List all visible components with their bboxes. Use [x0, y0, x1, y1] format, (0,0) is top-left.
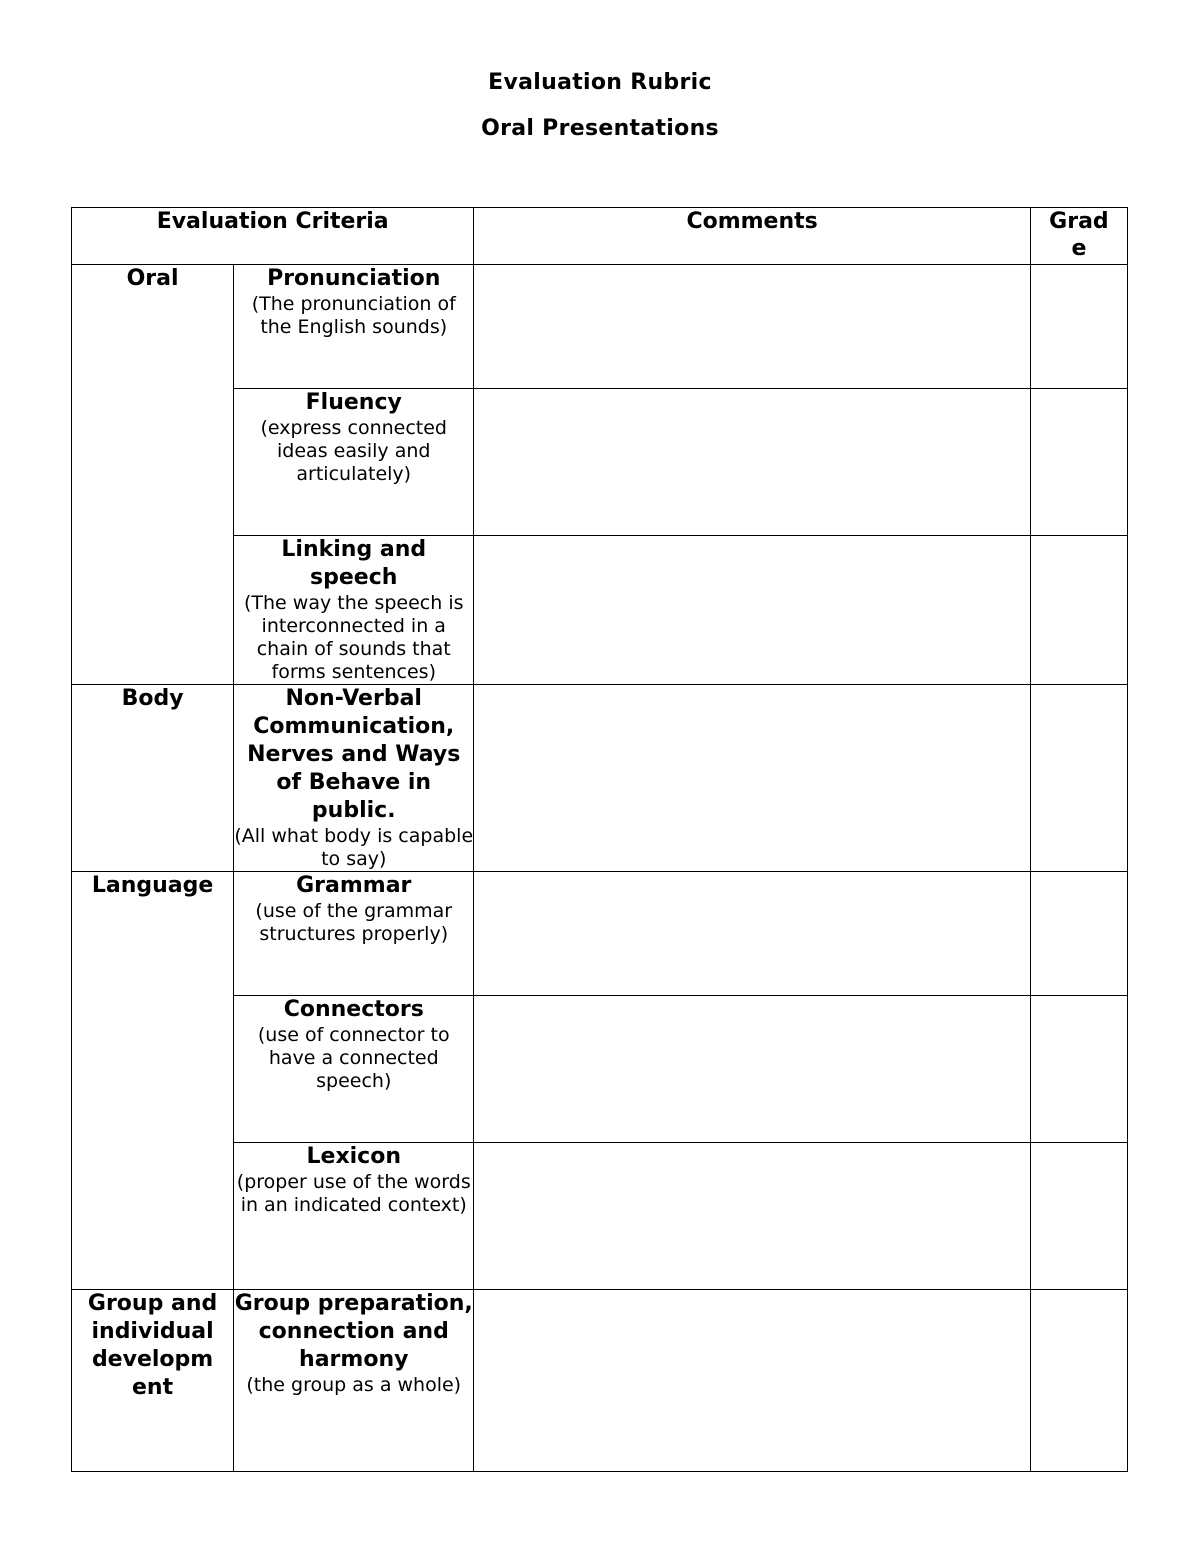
header-grade	[1030, 208, 1127, 265]
table-row	[72, 265, 1128, 389]
criterion-title: Pronunciation	[267, 266, 441, 291]
criterion-description: (use of the grammar structures properly)	[255, 900, 453, 945]
comments-cell-non-verbal[interactable]	[474, 685, 1031, 872]
criterion-fluency	[234, 389, 474, 536]
criterion-grammar	[234, 872, 474, 996]
criterion-group-preparation	[234, 1290, 474, 1472]
document-subtitle: Oral Presentations	[481, 116, 719, 141]
grade-cell-group-preparation[interactable]	[1030, 1290, 1127, 1472]
criterion-title: Group preparation, connection and harmony	[234, 1291, 473, 1372]
comments-cell-pronunciation[interactable]	[474, 265, 1031, 389]
criterion-description: (express connected ideas easily and articulately)	[260, 417, 447, 485]
criterion-pronunciation	[234, 265, 474, 389]
header-grade-label: Grad e	[1049, 209, 1109, 261]
criterion-non-verbal-communication	[234, 685, 474, 872]
document-title: Evaluation Rubric	[488, 70, 712, 95]
comments-cell-linking-and-speech[interactable]	[474, 536, 1031, 685]
table-row	[72, 685, 1128, 872]
criterion-title: Fluency	[305, 390, 402, 415]
grade-cell-connectors[interactable]	[1030, 996, 1127, 1143]
criterion-title: Connectors	[283, 997, 424, 1022]
comments-cell-grammar[interactable]	[474, 872, 1031, 996]
comments-cell-lexicon[interactable]	[474, 1143, 1031, 1290]
criterion-description: (The way the speech is interconnected in a chain of sounds that forms sentences)	[243, 592, 464, 683]
criterion-lexicon	[234, 1143, 474, 1290]
comments-cell-fluency[interactable]	[474, 389, 1031, 536]
header-row	[72, 208, 1128, 265]
criterion-description: (The pronunciation of the English sounds)	[251, 293, 456, 338]
grade-cell-lexicon[interactable]	[1030, 1143, 1127, 1290]
comments-cell-group-preparation[interactable]	[474, 1290, 1031, 1472]
criterion-description: (use of connector to have a connected speech)	[257, 1024, 450, 1092]
criterion-title: Linking and speech	[281, 537, 427, 590]
table-row	[72, 872, 1128, 996]
comments-cell-connectors[interactable]	[474, 996, 1031, 1143]
header-evaluation-criteria: Evaluation Criteria	[72, 208, 474, 265]
table-row	[72, 1290, 1128, 1472]
grade-cell-grammar[interactable]	[1030, 872, 1127, 996]
category-body: Body	[72, 685, 234, 872]
grade-cell-non-verbal[interactable]	[1030, 685, 1127, 872]
criterion-description: (proper use of the words in an indicated context)	[236, 1171, 471, 1216]
category-group-and-individual-development: Group and individual developm ent	[72, 1290, 234, 1472]
header-comments: Comments	[474, 208, 1031, 265]
criterion-title: Grammar	[296, 873, 412, 898]
grade-cell-linking-and-speech[interactable]	[1030, 536, 1127, 685]
category-language: Language	[72, 872, 234, 1290]
grade-cell-pronunciation[interactable]	[1030, 265, 1127, 389]
criterion-connectors	[234, 996, 474, 1143]
criterion-description: (All what body is capable to say)	[234, 825, 474, 870]
criterion-description: (the group as a whole)	[246, 1374, 462, 1396]
criterion-title: Lexicon	[306, 1144, 401, 1169]
grade-cell-fluency[interactable]	[1030, 389, 1127, 536]
criterion-title: Non-Verbal Communication, Nerves and Ways of Behave in public.	[247, 686, 461, 823]
criterion-linking-and-speech	[234, 536, 474, 685]
category-oral: Oral	[72, 265, 234, 685]
rubric-table	[71, 207, 1128, 1472]
